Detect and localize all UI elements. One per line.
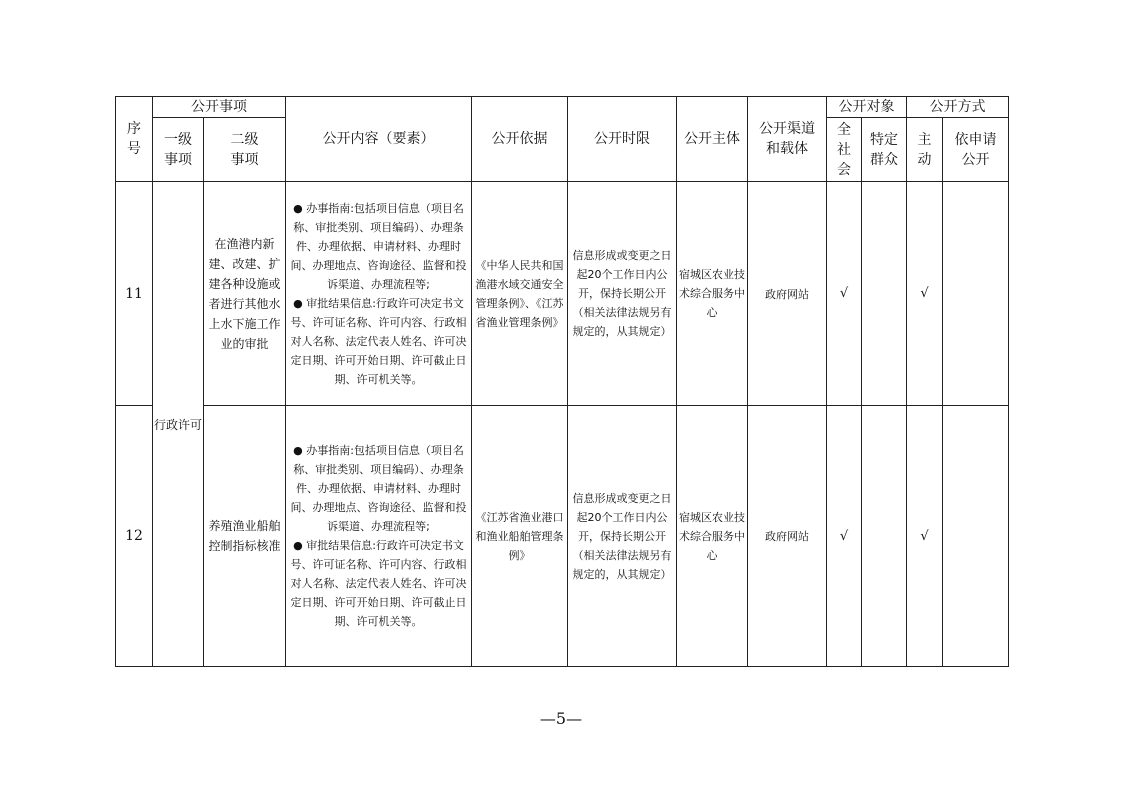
header-content: 公开内容（要素） xyxy=(286,97,472,182)
row-seq: 12 xyxy=(116,406,153,667)
row-channel: 政府网站 xyxy=(748,182,827,406)
content-guide: ● 办事指南:包括项目信息（项目名称、审批类别、项目编码）、办理条件、办理依据、申请材料、办理时间、办理地点、咨询途径、监督和投诉渠道、办理流程等; xyxy=(290,444,467,533)
row-content xyxy=(286,406,472,667)
row-target-specific xyxy=(862,406,907,667)
row-level2: 在渔港内新建、改建、扩建各种设施或者进行其他水上水下施工作业的审批 xyxy=(204,182,286,406)
header-level2: 二级事项 xyxy=(204,118,286,182)
row-time-limit: 信息形成或变更之日起20个工作日内公开，保持长期公开（相关法律法规另有规定的，从其规定） xyxy=(568,406,677,667)
row-method-apply xyxy=(943,182,1009,406)
row-method-active: √ xyxy=(907,182,943,406)
row-time-limit: 信息形成或变更之日起20个工作日内公开，保持长期公开（相关法律法规另有规定的，从其规定） xyxy=(568,182,677,406)
header-method-group: 公开方式 xyxy=(907,97,1009,118)
header-seq: 序号 xyxy=(116,97,153,182)
header-target-group: 公开对象 xyxy=(827,97,907,118)
header-items-group: 公开事项 xyxy=(153,97,286,118)
header-basis: 公开依据 xyxy=(472,97,568,182)
header-level1: 一级事项 xyxy=(153,118,204,182)
row-method-active: √ xyxy=(907,406,943,667)
row-method-apply xyxy=(943,406,1009,667)
row-target-all: √ xyxy=(827,182,862,406)
level1-cell: 行政许可 xyxy=(153,182,204,667)
content-guide: ● 办事指南:包括项目信息（项目名称、审批类别、项目编码）、办理条件、办理依据、申请材料、办理时间、办理地点、咨询途径、监督和投诉渠道、办理流程等; xyxy=(290,201,467,291)
header-method-apply: 依申请公开 xyxy=(943,118,1009,182)
row-content xyxy=(286,182,472,406)
row-seq: 11 xyxy=(116,182,153,406)
content-result: ● 审批结果信息:行政许可决定书文号、许可证名称、许可内容、行政相对人名称、法定代表人姓名、许可决定日期、许可开始日期、许可截止日期、许可机关等。 xyxy=(290,296,467,386)
row-channel: 政府网站 xyxy=(748,406,827,667)
content-result: ● 审批结果信息:行政许可决定书文号、许可证名称、许可内容、行政相对人名称、法定代表人姓名、许可决定日期、许可开始日期、许可截止日期、许可机关等。 xyxy=(290,539,467,628)
header-time-limit: 公开时限 xyxy=(568,97,677,182)
row-basis: 《江苏省渔业港口和渔业船舶管理条例》 xyxy=(472,406,568,667)
header-target-all: 全社会 xyxy=(827,118,862,182)
row-subject: 宿城区农业技术综合服务中心 xyxy=(677,406,748,667)
header-target-specific: 特定群众 xyxy=(862,118,907,182)
row-target-all: √ xyxy=(827,406,862,667)
header-channel: 公开渠道和载体 xyxy=(748,97,827,182)
table-row xyxy=(116,182,1009,406)
header-method-active: 主动 xyxy=(907,118,943,182)
row-basis: 《中华人民共和国渔港水域交通安全管理条例》、《江苏省渔业管理条例》 xyxy=(472,182,568,406)
page-number: —5— xyxy=(539,709,583,728)
row-subject: 宿城区农业技术综合服务中心 xyxy=(677,182,748,406)
header-subject: 公开主体 xyxy=(677,97,748,182)
table-row xyxy=(116,406,1009,667)
row-target-specific xyxy=(862,182,907,406)
row-level2: 养殖渔业船舶控制指标核准 xyxy=(204,406,286,667)
disclosure-table xyxy=(115,96,1009,667)
